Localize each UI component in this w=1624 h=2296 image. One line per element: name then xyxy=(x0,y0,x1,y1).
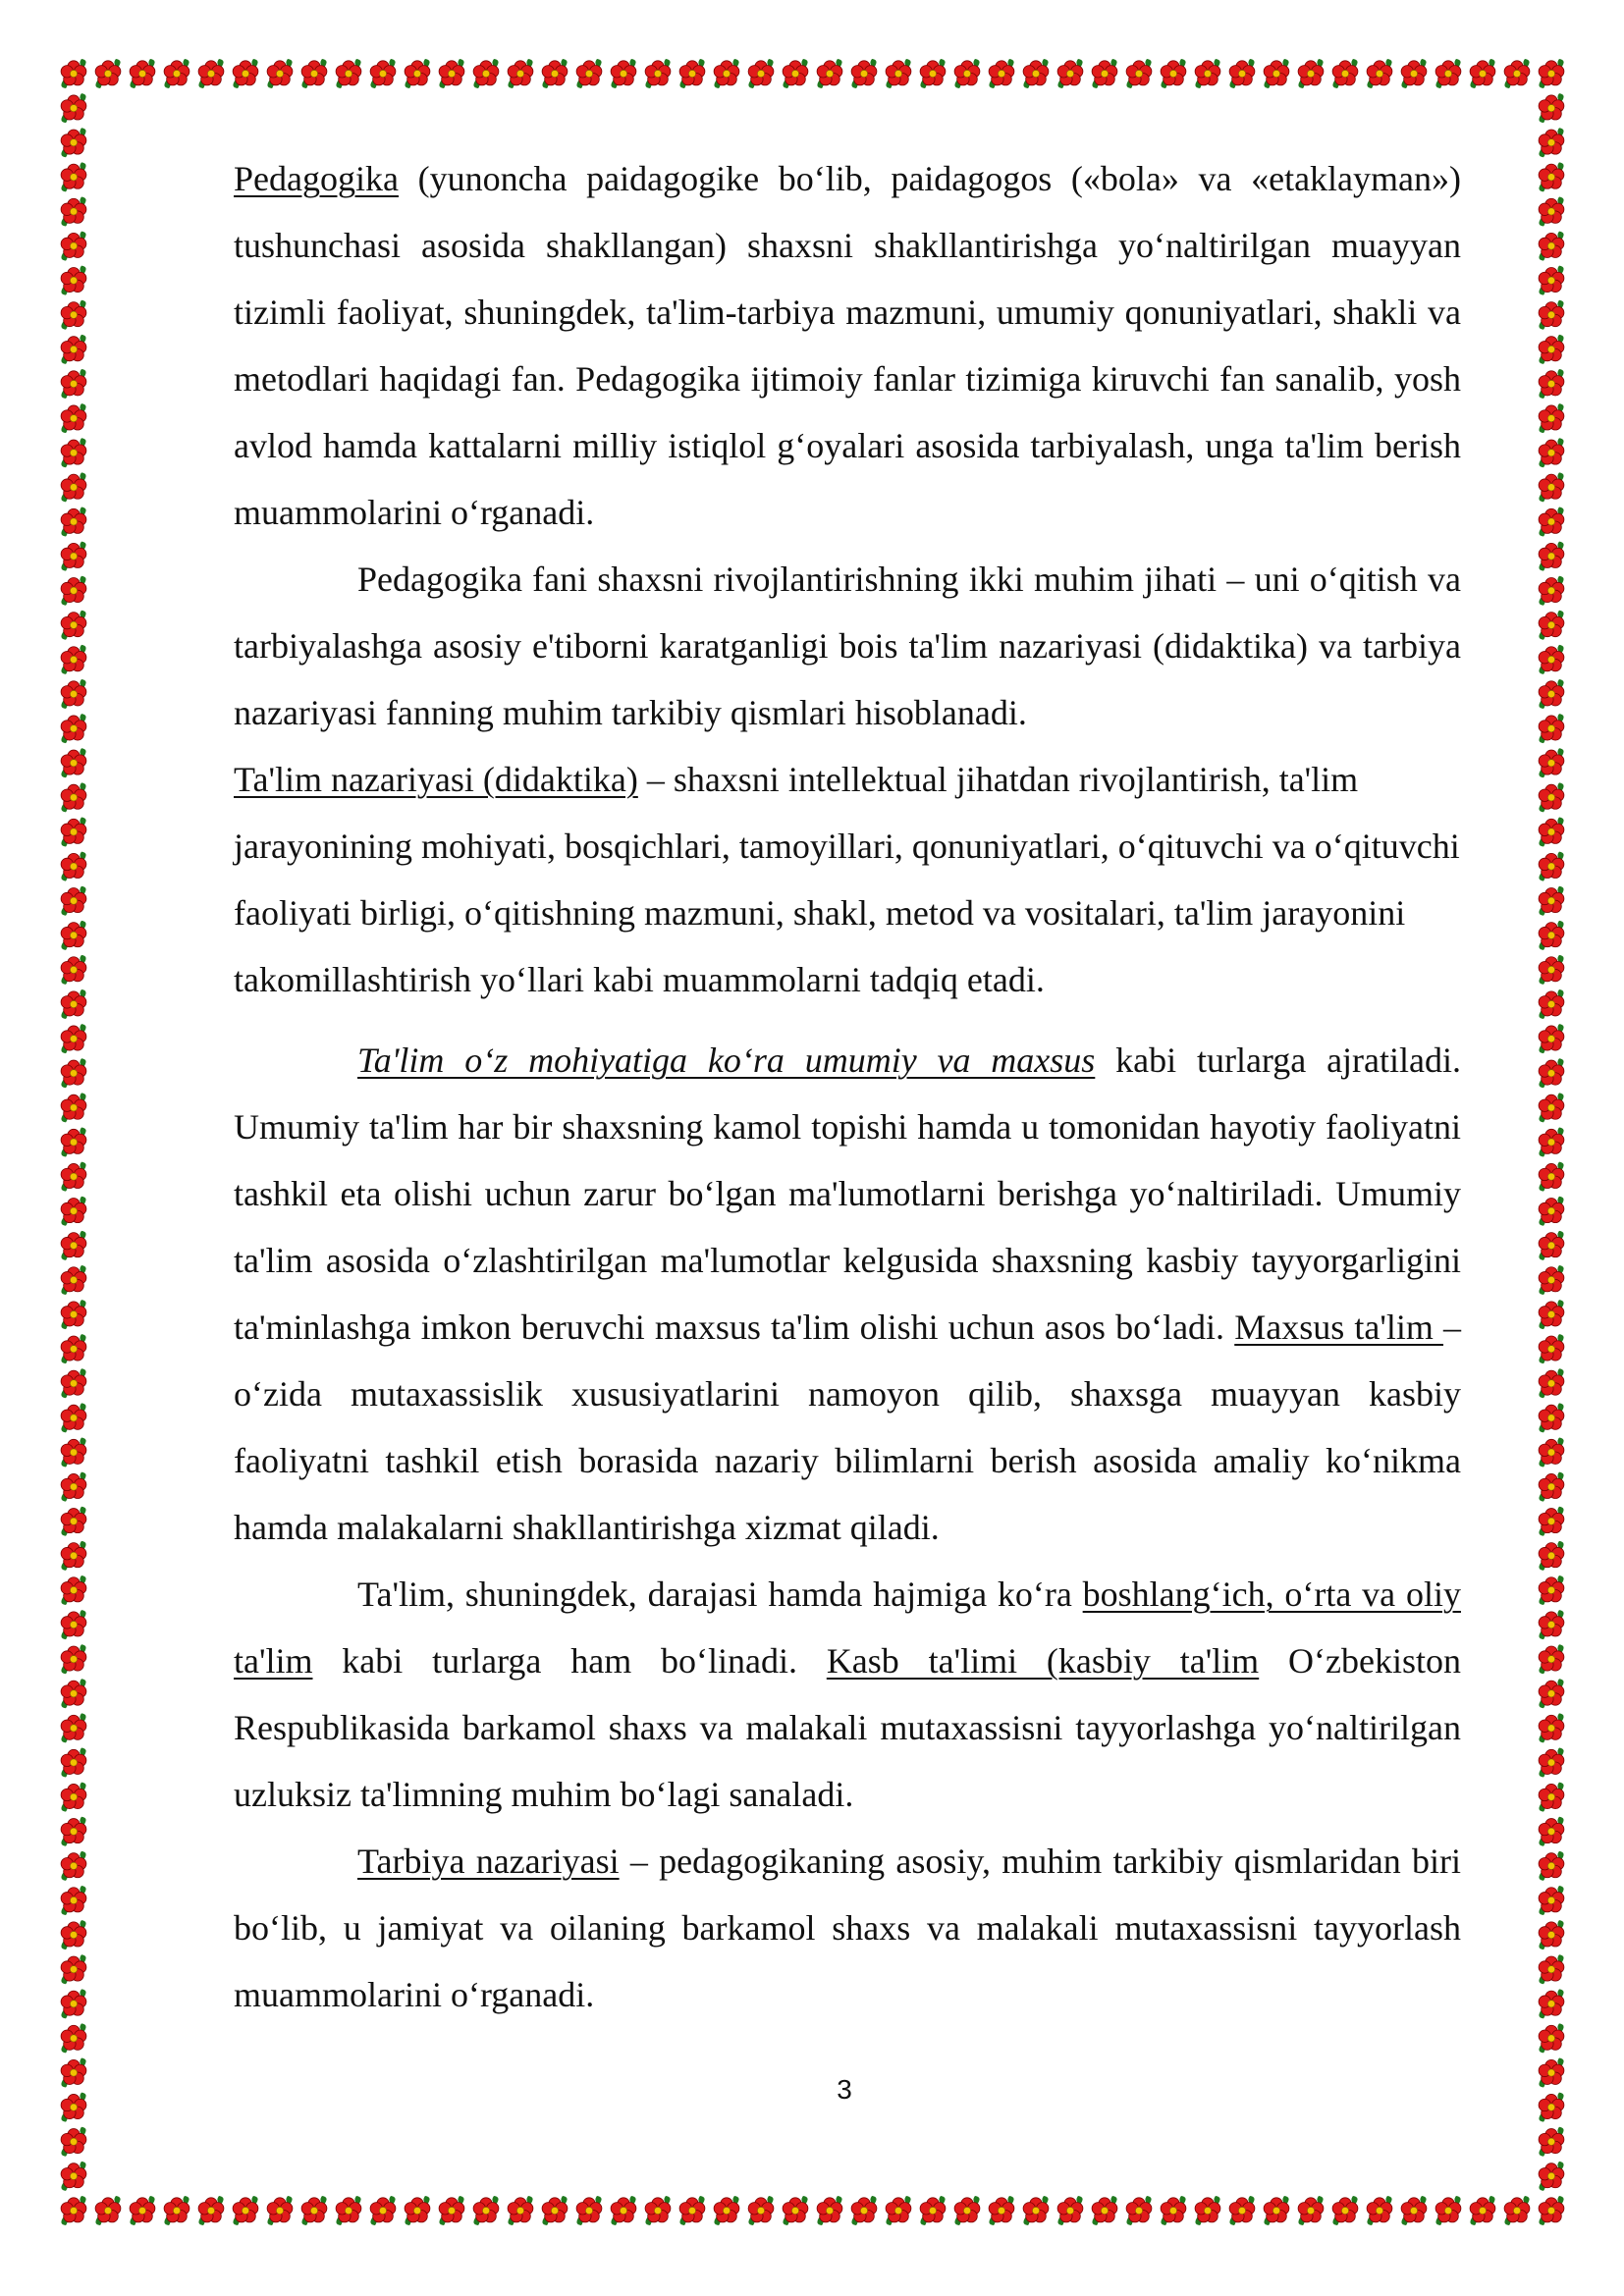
red-flower-icon xyxy=(1092,59,1117,88)
red-flower-icon xyxy=(1367,2196,1392,2225)
red-flower-icon xyxy=(1539,1024,1564,1053)
red-flower-icon xyxy=(267,2196,293,2225)
red-flower-icon xyxy=(61,955,86,985)
red-flower-icon xyxy=(679,2196,705,2225)
red-flower-icon xyxy=(1539,1989,1564,2018)
red-flower-icon xyxy=(989,2196,1014,2225)
red-flower-icon xyxy=(1539,1438,1564,1468)
red-flower-icon xyxy=(61,542,86,571)
red-flower-icon xyxy=(1539,196,1564,226)
red-flower-icon xyxy=(61,748,86,777)
red-flower-icon xyxy=(817,2196,842,2225)
term-kasb-talimi: Kasb ta'limi (kasbiy ta'lim xyxy=(826,1641,1260,1681)
paragraph-5-text-b: kabi turlarga ham bo‘linadi. xyxy=(312,1641,827,1681)
red-flower-icon xyxy=(1298,2196,1324,2225)
red-flower-icon xyxy=(61,403,86,433)
red-flower-icon xyxy=(1539,1954,1564,1984)
red-flower-icon xyxy=(233,59,258,88)
red-flower-icon xyxy=(1539,1472,1564,1502)
red-flower-icon xyxy=(748,59,774,88)
red-flower-icon xyxy=(1539,266,1564,295)
red-flower-icon xyxy=(1539,2127,1564,2157)
term-tarbiya-nazariyasi: Tarbiya nazariyasi xyxy=(357,1842,620,1881)
red-flower-icon xyxy=(61,507,86,536)
red-flower-icon xyxy=(61,1507,86,1536)
red-flower-icon xyxy=(61,679,86,709)
red-flower-icon xyxy=(1332,2196,1358,2225)
red-flower-icon xyxy=(61,1644,86,1674)
red-flower-icon xyxy=(61,645,86,674)
red-flower-icon xyxy=(61,989,86,1019)
red-flower-icon xyxy=(1401,2196,1427,2225)
red-flower-icon xyxy=(473,59,499,88)
red-flower-icon xyxy=(1539,1713,1564,1742)
red-flower-icon xyxy=(1539,438,1564,467)
red-flower-icon xyxy=(61,886,86,916)
red-flower-icon xyxy=(61,921,86,950)
red-flower-icon xyxy=(1539,645,1564,674)
red-flower-icon xyxy=(1539,714,1564,743)
red-flower-icon xyxy=(61,1368,86,1398)
red-flower-icon xyxy=(61,1231,86,1260)
paragraph-2 xyxy=(234,546,1461,746)
red-flower-icon xyxy=(1367,59,1392,88)
red-flower-icon xyxy=(473,2196,499,2225)
red-flower-icon xyxy=(1092,2196,1117,2225)
term-maxsus-talim: Maxsus ta'lim xyxy=(1234,1308,1444,1347)
red-flower-icon xyxy=(130,59,155,88)
red-flower-icon xyxy=(61,782,86,812)
red-flower-icon xyxy=(164,2196,189,2225)
red-flower-icon xyxy=(1126,59,1152,88)
red-flower-icon xyxy=(1539,1231,1564,1260)
red-flower-icon xyxy=(576,59,602,88)
red-flower-icon xyxy=(1539,2023,1564,2053)
red-flower-icon xyxy=(61,1128,86,1157)
red-flower-icon xyxy=(61,1920,86,1949)
red-flower-icon xyxy=(817,59,842,88)
red-flower-icon xyxy=(267,59,293,88)
red-flower-icon xyxy=(886,59,911,88)
red-flower-icon xyxy=(61,1954,86,1984)
red-flower-icon xyxy=(508,2196,533,2225)
red-flower-icon xyxy=(1195,59,1220,88)
red-flower-icon xyxy=(61,2127,86,2157)
red-flower-icon xyxy=(714,2196,739,2225)
red-flower-icon xyxy=(336,2196,361,2225)
red-flower-icon xyxy=(542,59,568,88)
red-flower-icon xyxy=(61,1575,86,1605)
red-flower-icon xyxy=(95,2196,121,2225)
red-flower-icon xyxy=(61,93,86,123)
paragraph-4 xyxy=(234,1027,1461,1561)
red-flower-icon xyxy=(61,1162,86,1192)
red-flower-icon xyxy=(61,232,86,261)
red-flower-icon xyxy=(611,59,636,88)
red-flower-icon xyxy=(61,1610,86,1639)
paragraph-3-text: – shaxsni intellektual jihatdan rivojlantirish, ta'lim jarayonining mohiyati, bosqichlari, tamoyillari, qonuniyatlari, o‘qituvchi va o‘qituvchi faoliyati birligi, o‘qitishning mazmuni, shakl, metod va vositalari, ta'lim jarayonini takomillashtirish yo‘llari kabi muammolarni tadqiq etadi. xyxy=(234,760,1460,999)
red-flower-icon xyxy=(954,59,980,88)
red-flower-icon xyxy=(1539,1128,1564,1157)
red-flower-icon xyxy=(1332,59,1358,88)
red-flower-icon xyxy=(61,1334,86,1363)
red-flower-icon xyxy=(61,300,86,330)
red-flower-icon xyxy=(1539,1093,1564,1122)
red-flower-icon xyxy=(61,59,86,88)
red-flower-icon xyxy=(1504,59,1530,88)
red-flower-icon xyxy=(1539,576,1564,606)
red-flower-icon xyxy=(1229,59,1255,88)
red-flower-icon xyxy=(1539,232,1564,261)
red-flower-icon xyxy=(1539,1783,1564,1812)
paragraph-3 xyxy=(234,746,1461,1013)
paragraph-4-text-b: – o‘zida mutaxassislik xususiyatlarini namoyon qilib, shaxsga muayyan kasbiy faoliyatni tashkil etish borasida nazariy bilimlarni berish asosida amaliy ko‘nikma hamda malakalarni shakllantirishga xizmat qiladi. xyxy=(234,1308,1462,1547)
red-flower-icon xyxy=(1539,1507,1564,1536)
red-flower-icon xyxy=(61,1197,86,1226)
red-flower-icon xyxy=(1539,2162,1564,2191)
red-flower-icon xyxy=(1264,59,1289,88)
red-flower-icon xyxy=(61,1851,86,1881)
paragraph-4-text-a: kabi turlarga ajratiladi. Umumiy ta'lim har bir shaxsning kamol topishi hamda u tomonidan hayotiy faoliyatni tashkil eta olishi uchun zarur bo‘lgan ma'lumotlarni berishga yo‘naltiriladi. Umumiy ta'lim asosida o‘zlashtirilgan ma'lumotlar kelgusida shaxsning kasbiy tayyorgarligini ta'minlashga imkon beruvchi maxsus ta'lim olishi uchun asos bo‘ladi. xyxy=(234,1041,1462,1347)
red-flower-icon xyxy=(679,59,705,88)
red-flower-icon xyxy=(1539,1541,1564,1571)
red-flower-icon xyxy=(301,59,327,88)
red-flower-icon xyxy=(1539,300,1564,330)
red-flower-icon xyxy=(61,1679,86,1708)
red-flower-icon xyxy=(61,1265,86,1295)
red-flower-icon xyxy=(886,2196,911,2225)
red-flower-icon xyxy=(645,59,671,88)
red-flower-icon xyxy=(164,59,189,88)
red-flower-icon xyxy=(1539,1197,1564,1226)
red-flower-icon xyxy=(370,2196,396,2225)
red-flower-icon xyxy=(61,1713,86,1742)
red-flower-icon xyxy=(61,1438,86,1468)
red-flower-icon xyxy=(1435,59,1461,88)
red-flower-icon xyxy=(61,438,86,467)
red-flower-icon xyxy=(1539,1679,1564,1708)
red-flower-icon xyxy=(61,576,86,606)
red-flower-icon xyxy=(1539,1334,1564,1363)
red-flower-icon xyxy=(1539,162,1564,191)
paragraph-5-text-c: O‘zbekiston Respublikasida barkamol shaxs va malakali mutaxassisni tayyorlashga yo‘naltirilgan uzluksiz ta'limning muhim bo‘lagi sanaladi. xyxy=(234,1641,1461,1814)
red-flower-icon xyxy=(1504,2196,1530,2225)
red-flower-icon xyxy=(783,59,808,88)
red-flower-icon xyxy=(61,611,86,640)
red-flower-icon xyxy=(1539,1886,1564,1915)
red-flower-icon xyxy=(1539,955,1564,985)
red-flower-icon xyxy=(61,1300,86,1329)
red-flower-icon xyxy=(1539,507,1564,536)
red-flower-icon xyxy=(1539,1058,1564,1088)
paragraph-5-text-a: Ta'lim, shuningdek, darajasi hamda hajmiga ko‘ra xyxy=(357,1575,1083,1614)
red-flower-icon xyxy=(1539,1920,1564,1949)
red-flower-icon xyxy=(1023,2196,1049,2225)
red-flower-icon xyxy=(1057,2196,1083,2225)
red-flower-icon xyxy=(1161,2196,1186,2225)
red-flower-icon xyxy=(61,1403,86,1432)
red-flower-icon xyxy=(1229,2196,1255,2225)
red-flower-icon xyxy=(1298,59,1324,88)
red-flower-icon xyxy=(1539,1162,1564,1192)
red-flower-icon xyxy=(783,2196,808,2225)
red-flower-icon xyxy=(1126,2196,1152,2225)
red-flower-icon xyxy=(1539,403,1564,433)
red-flower-icon xyxy=(989,59,1014,88)
paragraph-5 xyxy=(234,1561,1461,1828)
red-flower-icon xyxy=(1539,989,1564,1019)
red-flower-icon xyxy=(1539,1300,1564,1329)
red-flower-icon xyxy=(61,369,86,399)
term-pedagogika: Pedagogika xyxy=(234,159,399,198)
red-flower-icon xyxy=(1023,59,1049,88)
red-flower-icon xyxy=(1057,59,1083,88)
red-flower-icon xyxy=(61,1783,86,1812)
term-umumiy-va-maxsus: Ta'lim o‘z mohiyatiga ko‘ra umumiy va maxsus xyxy=(357,1041,1096,1080)
red-flower-icon xyxy=(1539,472,1564,502)
red-flower-icon xyxy=(1539,921,1564,950)
red-flower-icon xyxy=(576,2196,602,2225)
red-flower-icon xyxy=(405,2196,430,2225)
red-flower-icon xyxy=(1470,2196,1495,2225)
red-flower-icon xyxy=(1161,59,1186,88)
red-flower-icon xyxy=(61,1989,86,2018)
red-flower-icon xyxy=(714,59,739,88)
red-flower-icon xyxy=(198,2196,224,2225)
red-flower-icon xyxy=(61,1541,86,1571)
document-body xyxy=(234,145,1461,2028)
red-flower-icon xyxy=(1539,1644,1564,1674)
red-flower-icon xyxy=(1539,1265,1564,1295)
red-flower-icon xyxy=(336,59,361,88)
red-flower-icon xyxy=(748,2196,774,2225)
red-flower-icon xyxy=(95,59,121,88)
term-boshlangich-orta-oliy: boshlang‘ich, o‘rta va oliy ta'lim xyxy=(234,1575,1461,1681)
red-flower-icon xyxy=(1539,369,1564,399)
red-flower-icon xyxy=(1539,748,1564,777)
paragraph-6 xyxy=(234,1828,1461,2028)
red-flower-icon xyxy=(61,2162,86,2191)
red-flower-icon xyxy=(61,1817,86,1846)
red-flower-icon xyxy=(851,59,877,88)
red-flower-icon xyxy=(439,2196,464,2225)
red-flower-icon xyxy=(1195,2196,1220,2225)
red-flower-icon xyxy=(1539,1610,1564,1639)
red-flower-icon xyxy=(61,1024,86,1053)
red-flower-icon xyxy=(405,59,430,88)
red-flower-icon xyxy=(1539,1575,1564,1605)
red-flower-icon xyxy=(1539,679,1564,709)
red-flower-icon xyxy=(1539,611,1564,640)
red-flower-icon xyxy=(1539,817,1564,846)
red-flower-icon xyxy=(61,128,86,157)
red-flower-icon xyxy=(61,196,86,226)
term-talim-nazariyasi: Ta'lim nazariyasi (didaktika) xyxy=(234,760,638,799)
paragraph-1-text: (yunoncha paidagogike bo‘lib, paidagogos («bola» va «etaklayman») tushunchasi asosida shakllangan) shaxsni shakllantirishga yo‘naltirilgan muayyan tizimli faoliyat, shuningdek, ta'lim-tarbiya mazmuni, umumiy qonuniyatlari, shakli va metodlari haqidagi fan. Pedagogika ijtimoiy fanlar tizimiga kiruvchi fan sanalib, yosh avlod hamda kattalarni milliy istiqlol g‘oyalari asosida tarbiyalash, unga ta'lim berish muammolarini o‘rganadi. xyxy=(234,159,1461,532)
red-flower-icon xyxy=(233,2196,258,2225)
red-flower-icon xyxy=(1539,128,1564,157)
red-flower-icon xyxy=(851,2196,877,2225)
red-flower-icon xyxy=(1539,542,1564,571)
red-flower-icon xyxy=(508,59,533,88)
red-flower-icon xyxy=(1539,2196,1564,2225)
red-flower-icon xyxy=(1539,1368,1564,1398)
red-flower-icon xyxy=(1435,2196,1461,2225)
red-flower-icon xyxy=(542,2196,568,2225)
red-flower-icon xyxy=(1539,852,1564,881)
red-flower-icon xyxy=(61,2196,86,2225)
red-flower-icon xyxy=(61,1472,86,1502)
red-flower-icon xyxy=(1539,1748,1564,1778)
red-flower-icon xyxy=(61,266,86,295)
page-number: 3 xyxy=(837,2074,852,2105)
red-flower-icon xyxy=(1539,59,1564,88)
red-flower-icon xyxy=(61,1093,86,1122)
red-flower-icon xyxy=(1539,1403,1564,1432)
red-flower-icon xyxy=(611,2196,636,2225)
red-flower-icon xyxy=(61,472,86,502)
red-flower-icon xyxy=(198,59,224,88)
red-flower-icon xyxy=(61,714,86,743)
red-flower-icon xyxy=(61,162,86,191)
red-flower-icon xyxy=(1539,886,1564,916)
red-flower-icon xyxy=(1401,59,1427,88)
red-flower-icon xyxy=(1539,335,1564,364)
red-flower-icon xyxy=(130,2196,155,2225)
red-flower-icon xyxy=(439,59,464,88)
red-flower-icon xyxy=(1264,2196,1289,2225)
paragraph-2-text: Pedagogika fani shaxsni rivojlantirishning ikki muhim jihati – uni o‘qitish va tarbiyalashga asosiy e'tiborni karatganligi bois ta'lim nazariyasi (didaktika) va tarbiya nazariyasi fanning muhim tarkibiy qismlari hisoblanadi. xyxy=(234,560,1461,732)
red-flower-icon xyxy=(61,1748,86,1778)
paragraph-6-text: – pedagogikaning asosiy, muhim tarkibiy qismlaridan biri bo‘lib, u jamiyat va oilaning barkamol shaxs va malakali mutaxassisni tayyorlash muammolarini o‘rganadi. xyxy=(234,1842,1461,2014)
red-flower-icon xyxy=(1539,782,1564,812)
red-flower-icon xyxy=(1539,1851,1564,1881)
red-flower-icon xyxy=(301,2196,327,2225)
red-flower-icon xyxy=(954,2196,980,2225)
red-flower-icon xyxy=(1539,93,1564,123)
red-flower-icon xyxy=(61,852,86,881)
paragraph-1 xyxy=(234,145,1461,546)
red-flower-icon xyxy=(61,335,86,364)
red-flower-icon xyxy=(61,1886,86,1915)
red-flower-icon xyxy=(1470,59,1495,88)
red-flower-icon xyxy=(645,2196,671,2225)
red-flower-icon xyxy=(920,59,946,88)
red-flower-icon xyxy=(61,1058,86,1088)
red-flower-icon xyxy=(920,2196,946,2225)
red-flower-icon xyxy=(370,59,396,88)
red-flower-icon xyxy=(61,817,86,846)
red-flower-icon xyxy=(1539,1817,1564,1846)
red-flower-icon xyxy=(61,2023,86,2053)
